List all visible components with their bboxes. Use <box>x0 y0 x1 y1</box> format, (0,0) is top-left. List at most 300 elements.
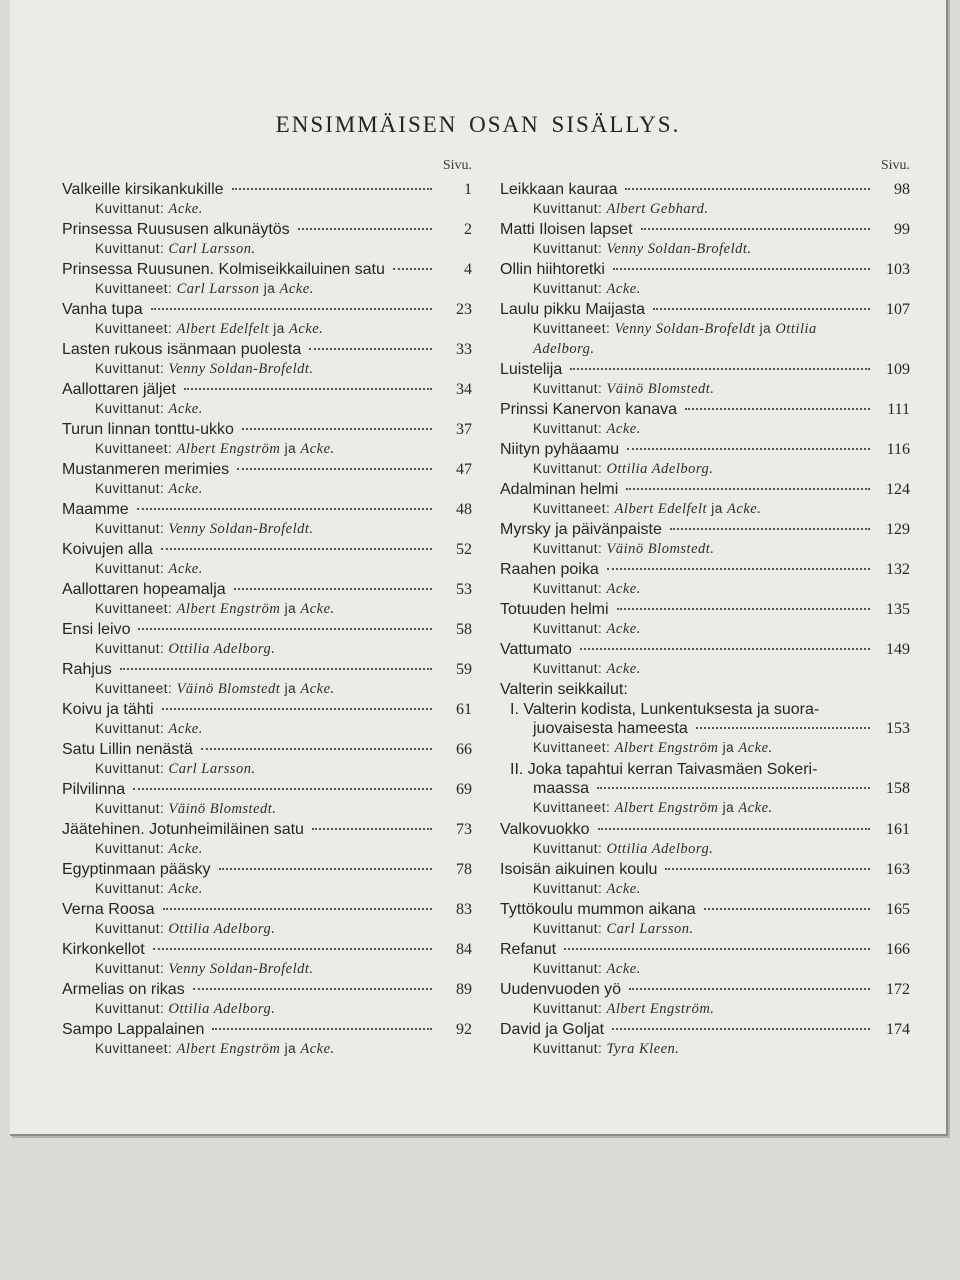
page-number: 172 <box>886 981 910 998</box>
toc-row <box>62 780 472 799</box>
illustrator-label: Kuvittanut: <box>95 641 169 656</box>
toc-row <box>62 260 472 279</box>
illustrator-line <box>62 839 472 859</box>
illustrator-label: Kuvittaneet: <box>533 800 615 815</box>
illustrator-label: Kuvittanut: <box>533 881 607 896</box>
toc-entry <box>62 660 472 700</box>
toc-row <box>500 779 910 798</box>
illustrator-name: Acke. <box>168 881 203 897</box>
page-number: 78 <box>456 861 472 878</box>
toc-row <box>500 180 910 199</box>
illustrator-name: Acke. <box>606 421 641 437</box>
illustrator-name: Acke. <box>300 441 335 457</box>
toc-entry <box>500 360 910 400</box>
toc-row <box>500 719 910 738</box>
illustrator-name: Albert Edelfelt <box>614 501 708 517</box>
illustrator-line <box>62 959 472 979</box>
illustrator-label: Kuvittanut: <box>95 1001 169 1016</box>
toc-row <box>62 500 472 519</box>
illustrator-name: Väinö Blomstedt. <box>168 801 277 817</box>
toc-row <box>500 260 910 279</box>
toc-entry <box>500 560 910 600</box>
illustrator-name: Albert Engström <box>614 800 719 816</box>
illustrator-line <box>500 539 910 559</box>
conjunction: ja <box>755 321 776 336</box>
page-number: 149 <box>886 641 910 658</box>
dot-leader <box>163 908 432 910</box>
dot-leader <box>138 628 432 630</box>
toc-entry <box>500 300 910 360</box>
illustrator-name: Acke. <box>279 281 314 297</box>
entry-title: Adalminan helmi <box>500 481 619 498</box>
page-number: 84 <box>456 941 472 958</box>
entry-title: Uudenvuoden yö <box>500 981 621 998</box>
entry-title: Prinsessa Ruusunen. Kolmiseikkailuinen satu <box>62 261 385 278</box>
illustrator-line <box>500 379 910 399</box>
dot-leader <box>665 868 870 870</box>
dot-leader <box>613 268 870 270</box>
page-number: 33 <box>456 341 472 358</box>
illustrator-label: Kuvittanut: <box>533 1001 607 1016</box>
illustrator-name: Tyra Kleen. <box>606 1041 680 1057</box>
illustrator-line <box>500 619 910 639</box>
entry-title: Maamme <box>62 501 129 518</box>
illustrator-label: Kuvittanut: <box>533 841 607 856</box>
dot-leader <box>137 508 432 510</box>
toc-row <box>500 520 910 539</box>
toc-row <box>62 860 472 879</box>
dot-leader <box>704 908 870 910</box>
toc-row <box>62 700 472 719</box>
illustrator-line <box>500 798 910 818</box>
dot-leader <box>612 1028 870 1030</box>
illustrator-name: Ottilia Adelborg. <box>168 641 276 657</box>
illustrator-name: Albert Engström <box>176 441 281 457</box>
conjunction: ja <box>259 281 280 296</box>
toc-row <box>62 300 472 319</box>
toc-entry <box>62 500 472 540</box>
entry-title: Vattumato <box>500 641 572 658</box>
illustrator-label: Kuvittanut: <box>533 541 607 556</box>
illustrator-label: Kuvittanut: <box>95 801 169 816</box>
toc-row <box>62 220 472 239</box>
page-number: 116 <box>886 441 910 458</box>
page-number: 83 <box>456 901 472 918</box>
toc-row <box>62 1020 472 1039</box>
dot-leader <box>120 668 432 670</box>
entry-title: Turun linnan tonttu-ukko <box>62 421 234 438</box>
illustrator-name: Acke. <box>168 401 203 417</box>
toc-entry <box>62 460 472 500</box>
toc-entry <box>62 1020 472 1060</box>
conjunction: ja <box>280 441 301 456</box>
entry-title: Jäätehinen. Jotunheimiläinen satu <box>62 821 304 838</box>
toc-row <box>500 600 910 619</box>
illustrator-label: Kuvittanut: <box>533 421 607 436</box>
conjunction: ja <box>280 601 301 616</box>
illustrator-line <box>62 519 472 539</box>
toc-row <box>62 460 472 479</box>
illustrator-line <box>62 359 472 379</box>
toc-entry <box>500 180 910 220</box>
illustrator-line <box>62 279 472 299</box>
entry-title: Sampo Lappalainen <box>62 1021 205 1038</box>
illustrator-line <box>62 199 472 219</box>
illustrator-line <box>62 879 472 899</box>
toc-row <box>500 440 910 459</box>
illustrator-name: Albert Engström <box>176 601 281 617</box>
illustrator-line <box>62 559 472 579</box>
page-number: 135 <box>886 601 910 618</box>
illustrator-line <box>62 399 472 419</box>
illustrator-name: Acke. <box>168 841 203 857</box>
dot-leader <box>696 727 870 729</box>
page-number: 59 <box>456 661 472 678</box>
illustrator-label: Kuvittaneet: <box>95 601 177 616</box>
illustrator-name: Ottilia <box>775 321 817 337</box>
dot-leader <box>184 388 432 390</box>
toc-sub-entry <box>500 700 910 760</box>
page-number: 92 <box>456 1021 472 1038</box>
illustrator-line <box>62 759 472 779</box>
illustrator-name: Albert Engström <box>614 740 719 756</box>
page-number: 89 <box>456 981 472 998</box>
toc-row <box>500 360 910 379</box>
toc-row <box>62 940 472 959</box>
illustrator-label: Kuvittaneet: <box>533 321 615 336</box>
illustrator-name: Ottilia Adelborg. <box>168 921 276 937</box>
toc-entry <box>62 900 472 940</box>
illustrator-label: Kuvittanut: <box>533 621 607 636</box>
illustrator-label: Kuvittanut: <box>95 921 169 936</box>
entry-title: Refanut <box>500 941 557 958</box>
illustrator-label: Kuvittaneet: <box>95 321 177 336</box>
illustrator-name: Acke. <box>606 961 641 977</box>
toc-entry <box>500 820 910 860</box>
illustrator-line <box>500 319 910 339</box>
illustrator-line <box>500 1039 910 1059</box>
dot-leader <box>580 648 870 650</box>
toc-entry <box>62 940 472 980</box>
entry-title: Pilvilinna <box>62 781 126 798</box>
dot-leader <box>607 568 870 570</box>
toc-row <box>500 980 910 999</box>
conjunction: ja <box>707 501 728 516</box>
toc-row <box>62 900 472 919</box>
dot-leader <box>133 788 432 790</box>
illustrator-label: Kuvittanut: <box>533 961 607 976</box>
illustrator-name: Ottilia Adelborg. <box>606 841 714 857</box>
page-number: 158 <box>886 780 910 797</box>
illustrator-line <box>62 719 472 739</box>
toc-row <box>62 740 472 759</box>
illustrator-name: Albert Engström. <box>606 1001 715 1017</box>
toc-entry <box>500 400 910 440</box>
entry-title: Satu Lillin nenästä <box>62 741 193 758</box>
toc-entry <box>500 520 910 560</box>
entry-title: Tyttökoulu mummon aikana <box>500 901 696 918</box>
toc-right-list <box>500 180 910 680</box>
dot-leader <box>242 428 432 430</box>
dot-leader <box>153 948 432 950</box>
entry-title: II. Joka tapahtui kerran Taivasmäen Sokeri- <box>510 761 818 778</box>
toc-entry <box>62 700 472 740</box>
illustrator-label: Kuvittanut: <box>95 761 169 776</box>
illustrator-label: Kuvittanut: <box>95 561 169 576</box>
page-number: 109 <box>886 361 910 378</box>
toc-entry <box>62 340 472 380</box>
toc-entry <box>62 300 472 340</box>
illustrator-line <box>62 999 472 1019</box>
page-number: 61 <box>456 701 472 718</box>
illustrator-name: Väinö Blomstedt <box>176 681 281 697</box>
toc-entry <box>62 780 472 820</box>
entry-title: Myrsky ja päivänpaiste <box>500 521 662 538</box>
illustrator-label: Kuvittanut: <box>533 1041 607 1056</box>
illustrator-name: Venny Soldan-Brofeldt. <box>168 961 314 977</box>
dot-leader <box>598 828 870 830</box>
page-number: 1 <box>464 181 472 198</box>
toc-row <box>62 540 472 559</box>
toc-sub-list <box>500 700 910 820</box>
illustrator-line <box>62 479 472 499</box>
illustrator-line <box>500 879 910 899</box>
toc-row <box>500 760 910 779</box>
entry-title: Totuuden helmi <box>500 601 609 618</box>
illustrator-line <box>500 499 910 519</box>
entry-title: Leikkaan kauraa <box>500 181 618 198</box>
illustrator-name: Acke. <box>168 201 203 217</box>
entry-title: juovaisesta hameesta <box>533 720 688 737</box>
illustrator-line <box>500 919 910 939</box>
page-number: 132 <box>886 561 910 578</box>
page-number: 53 <box>456 581 472 598</box>
toc-entry <box>62 540 472 580</box>
toc-row <box>500 940 910 959</box>
illustrator-label: Kuvittanut: <box>533 461 607 476</box>
toc-entry <box>500 260 910 300</box>
entry-title: Kirkonkellot <box>62 941 145 958</box>
dot-leader <box>201 748 432 750</box>
dot-leader <box>597 787 870 789</box>
illustrator-name: Acke. <box>168 481 203 497</box>
illustrator-label: Kuvittanut: <box>95 361 169 376</box>
dot-leader <box>626 488 870 490</box>
toc-sub-entry <box>500 760 910 820</box>
page-number: 66 <box>456 741 472 758</box>
toc-row <box>500 560 910 579</box>
toc-entry <box>500 220 910 260</box>
illustrator-line <box>500 959 910 979</box>
toc-row <box>500 820 910 839</box>
illustrator-name: Acke. <box>300 681 335 697</box>
entry-title: Ensi leivo <box>62 621 131 638</box>
illustrator-label: Kuvittanut: <box>95 401 169 416</box>
conjunction: ja <box>718 800 739 815</box>
illustrator-label: Kuvittaneet: <box>95 441 177 456</box>
illustrator-line <box>500 279 910 299</box>
entry-title: Rahjus <box>62 661 112 678</box>
dot-leader <box>625 188 870 190</box>
toc-entry <box>62 220 472 260</box>
illustrator-name: Albert Engström <box>176 1041 281 1057</box>
page-number: 165 <box>886 901 910 918</box>
entry-title: Niityn pyhäaamu <box>500 441 620 458</box>
page-number: 2 <box>464 221 472 238</box>
toc-entry <box>62 380 472 420</box>
illustrator-label: Kuvittaneet: <box>95 281 177 296</box>
illustrator-name: Acke. <box>738 740 773 756</box>
illustrator-label: Kuvittaneet: <box>95 1041 177 1056</box>
illustrator-line <box>62 439 472 459</box>
entry-title: Armelias on rikas <box>62 981 185 998</box>
illustrator-line <box>62 239 472 259</box>
dot-leader <box>151 308 432 310</box>
dot-leader <box>685 408 870 410</box>
toc-row <box>500 480 910 499</box>
dot-leader <box>309 348 432 350</box>
dot-leader <box>570 368 870 370</box>
toc-entry <box>62 740 472 780</box>
illustrator-line <box>500 199 910 219</box>
illustrator-name: Acke. <box>300 1041 335 1057</box>
dot-leader <box>298 228 432 230</box>
toc-entry <box>62 980 472 1020</box>
page-number: 34 <box>456 381 472 398</box>
page-number: 4 <box>464 261 472 278</box>
page-number: 124 <box>886 481 910 498</box>
illustrator-label: Kuvittanut: <box>95 881 169 896</box>
dot-leader <box>162 708 432 710</box>
dot-leader <box>212 1028 432 1030</box>
page-column-header: Sivu. <box>442 158 472 173</box>
illustrator-label: Kuvittanut: <box>533 281 607 296</box>
conjunction: ja <box>269 321 290 336</box>
conjunction: ja <box>280 681 301 696</box>
toc-entry <box>500 860 910 900</box>
dot-leader <box>234 588 432 590</box>
illustrator-line-continued <box>500 339 910 359</box>
illustrator-name: Acke. <box>727 501 762 517</box>
illustrator-line <box>500 659 910 679</box>
entry-title: Mustanmeren merimies <box>62 461 230 478</box>
illustrator-line <box>62 319 472 339</box>
illustrator-name: Venny Soldan-Brofeldt <box>614 321 756 337</box>
toc-entry <box>62 820 472 860</box>
dot-leader <box>629 988 870 990</box>
conjunction: ja <box>718 740 739 755</box>
page-number: 52 <box>456 541 472 558</box>
illustrator-name: Carl Larsson. <box>168 761 256 777</box>
page-number: 69 <box>456 781 472 798</box>
toc-entry <box>62 420 472 460</box>
entry-title: Verna Roosa <box>62 901 155 918</box>
page-column-header: Sivu. <box>880 158 910 173</box>
illustrator-line <box>500 459 910 479</box>
toc-row <box>62 340 472 359</box>
entry-title: Valkovuokko <box>500 821 590 838</box>
entry-title: Koivujen alla <box>62 541 153 558</box>
illustrator-name: Acke. <box>606 881 641 897</box>
dot-leader <box>312 828 432 830</box>
illustrator-label: Kuvittanut: <box>533 201 607 216</box>
entry-title: Prinsessa Ruususen alkunäytös <box>62 221 290 238</box>
page-number: 73 <box>456 821 472 838</box>
entry-title: Isoisän aikuinen koulu <box>500 861 658 878</box>
illustrator-name: Carl Larsson. <box>168 241 256 257</box>
toc-section-heading <box>500 680 910 700</box>
illustrator-line <box>500 999 910 1019</box>
entry-title: Koivu ja tähti <box>62 701 154 718</box>
illustrator-line <box>500 579 910 599</box>
toc-row <box>62 180 472 199</box>
illustrator-name: Carl Larsson. <box>606 921 694 937</box>
page-number: 174 <box>886 1021 910 1038</box>
illustrator-label: Kuvittanut: <box>533 661 607 676</box>
page-number: 58 <box>456 621 472 638</box>
toc-entry <box>62 260 472 300</box>
illustrator-label: Kuvittanut: <box>95 841 169 856</box>
page-number: 153 <box>886 720 910 737</box>
dot-leader <box>219 868 432 870</box>
dot-leader <box>653 308 870 310</box>
page-number: 48 <box>456 501 472 518</box>
toc-entry <box>62 620 472 660</box>
entry-title: Lasten rukous isänmaan puolesta <box>62 341 302 358</box>
illustrator-label: Kuvittanut: <box>533 921 607 936</box>
toc-left-column <box>62 158 472 1060</box>
entry-title: Raahen poika <box>500 561 599 578</box>
dot-leader <box>232 188 432 190</box>
illustrator-name: Acke. <box>606 621 641 637</box>
toc-right-list-continued <box>500 820 910 1060</box>
illustrator-name: Venny Soldan-Brofeldt. <box>168 361 314 377</box>
toc-row <box>62 820 472 839</box>
toc-entry <box>62 860 472 900</box>
entry-title: Aallottaren hopeamalja <box>62 581 226 598</box>
illustrator-name: Ottilia Adelborg. <box>168 1001 276 1017</box>
illustrator-name: Acke. <box>738 800 773 816</box>
illustrator-line <box>62 679 472 699</box>
page-number: 99 <box>894 221 910 238</box>
toc-row <box>62 980 472 999</box>
illustrator-label: Kuvittanut: <box>533 241 607 256</box>
illustrator-name: Acke. <box>168 561 203 577</box>
illustrator-name: Adelborg. <box>533 341 595 357</box>
illustrator-label: Kuvittanut: <box>95 481 169 496</box>
toc-row <box>500 860 910 879</box>
toc-row <box>500 220 910 239</box>
dot-leader <box>237 468 432 470</box>
illustrator-name: Acke. <box>289 321 324 337</box>
toc-entry <box>500 900 910 940</box>
entry-title: Valkeille kirsikankukille <box>62 181 224 198</box>
entry-title: Laulu pikku Maijasta <box>500 301 645 318</box>
toc-entry <box>500 940 910 980</box>
illustrator-label: Kuvittanut: <box>95 961 169 976</box>
toc-row <box>500 300 910 319</box>
illustrator-line <box>500 419 910 439</box>
page-number: 111 <box>887 401 910 418</box>
page-number: 107 <box>886 301 910 318</box>
illustrator-line <box>62 799 472 819</box>
dot-leader <box>393 268 432 270</box>
entry-title: Aallottaren jäljet <box>62 381 176 398</box>
toc-entry <box>500 600 910 640</box>
illustrator-name: Acke. <box>300 601 335 617</box>
dot-leader <box>670 528 870 530</box>
page-number: 47 <box>456 461 472 478</box>
